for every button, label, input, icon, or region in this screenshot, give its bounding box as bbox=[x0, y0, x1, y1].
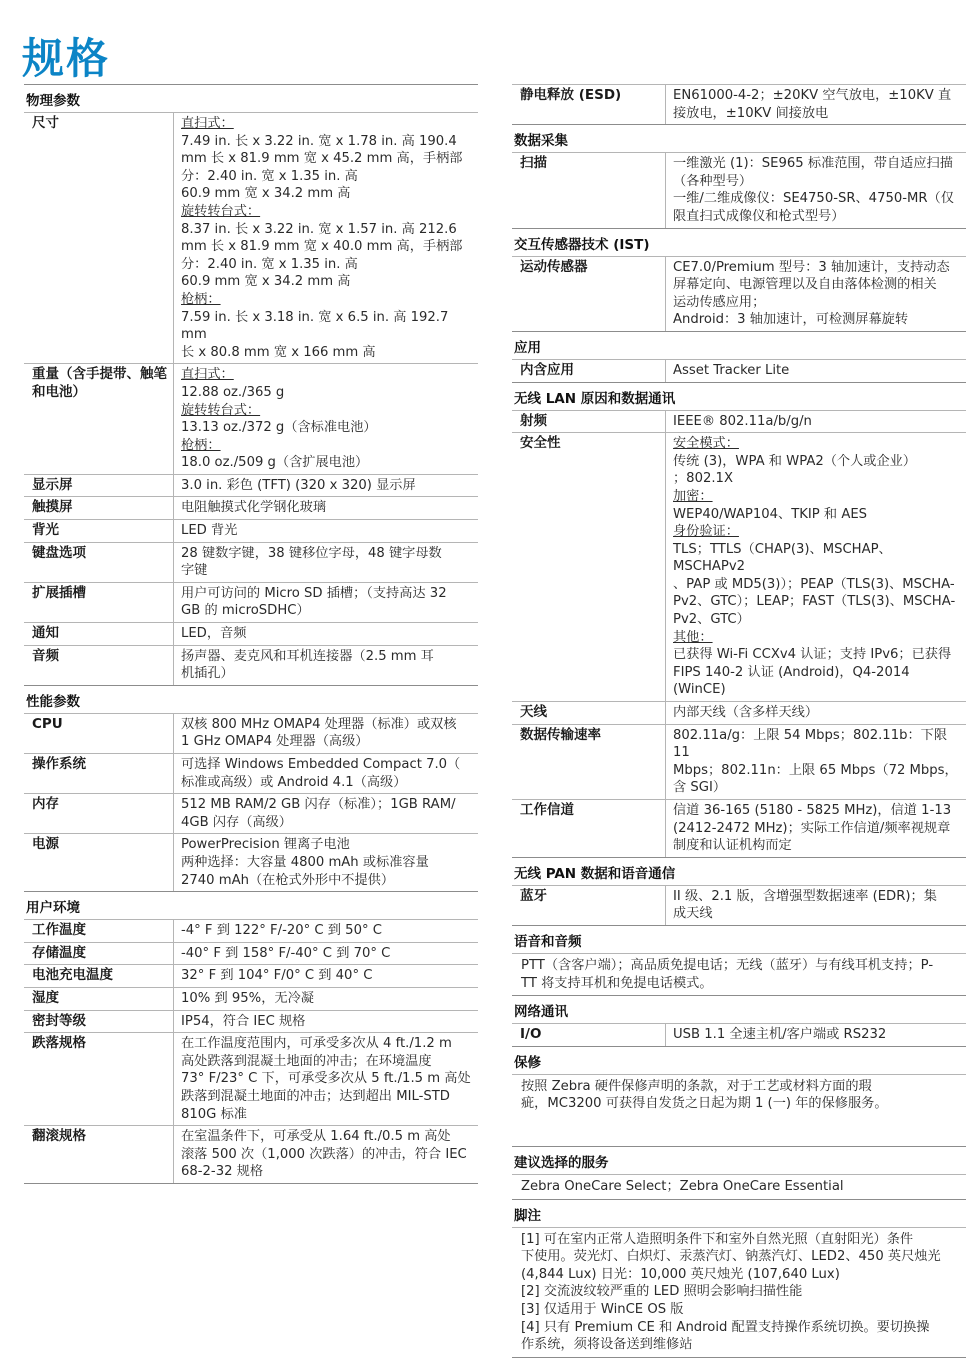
spec-subheading: 旋转转台式： bbox=[181, 402, 261, 418]
section-spacer bbox=[512, 1116, 966, 1146]
spec-row bbox=[512, 256, 966, 331]
spec-row bbox=[24, 496, 478, 519]
section-text bbox=[512, 953, 966, 995]
right-spec-column bbox=[512, 84, 966, 1358]
spec-label: 内含应用 bbox=[512, 360, 666, 382]
spec-row bbox=[24, 645, 478, 685]
spec-value bbox=[174, 754, 478, 793]
spec-value-line: PTT（含客户端）；高品质免提电话；无线（蓝牙）与有线耳机支持；P- bbox=[521, 957, 934, 973]
spec-value bbox=[174, 1126, 478, 1183]
spec-subheading: 身份验证： bbox=[673, 524, 739, 540]
spec-label: 扩展插槽 bbox=[24, 583, 174, 622]
spec-label: 蓝牙 bbox=[512, 886, 666, 925]
spec-value-line: Pv2、GTC）；LEAP；FAST（TLS(3)、MSCHA- bbox=[673, 594, 956, 610]
spec-label: 尺寸 bbox=[24, 113, 174, 363]
spec-row bbox=[512, 701, 966, 724]
spec-value bbox=[174, 497, 478, 519]
spec-subheading: 直扫式： bbox=[181, 367, 234, 383]
spec-value-line: 接放电，±10KV 间接放电 bbox=[673, 105, 829, 121]
spec-subheading: 枪柄： bbox=[181, 437, 221, 453]
spec-value-line: Android：3 轴加速计，可检测屏幕旋转 bbox=[673, 312, 909, 328]
spec-value bbox=[666, 153, 966, 227]
spec-row bbox=[24, 964, 478, 987]
section-heading: 网络通讯 bbox=[512, 995, 966, 1023]
spec-subheading: 加密： bbox=[673, 488, 713, 504]
spec-row bbox=[24, 622, 478, 645]
spec-value-line: 3.0 in. 彩色 (TFT) (320 x 320) 显示屏 bbox=[181, 477, 416, 493]
spec-value-line: II 级、2.1 版，含增强型数据速率 (EDR)；集 bbox=[673, 888, 937, 904]
spec-value-line: 18.0 oz./509 g（含扩展电池） bbox=[181, 455, 369, 471]
spec-value bbox=[174, 943, 478, 965]
spec-label: 内存 bbox=[24, 794, 174, 833]
spec-value-line: 已获得 Wi-Fi CCXv4 认证；支持 IPv6；已获得 bbox=[673, 647, 952, 663]
spec-value-line: 12.88 oz./365 g bbox=[181, 384, 285, 400]
spec-value-line: 成天线 bbox=[673, 906, 713, 922]
spec-label: 天线 bbox=[512, 702, 666, 724]
spec-label: 静电释放 (ESD) bbox=[512, 85, 666, 124]
spec-value-line: 疵，MC3200 可获得自发货之日起为期 1 (一) 年的保修服务。 bbox=[521, 1096, 888, 1112]
spec-label: 安全性 bbox=[512, 433, 666, 701]
spec-value bbox=[174, 714, 478, 753]
spec-value-line: FIPS 140-2 认证 (Android)，Q4-2014 (WinCE) bbox=[673, 664, 910, 698]
section-heading: 语音和音频 bbox=[512, 925, 966, 953]
spec-value bbox=[666, 702, 966, 724]
section-heading: 物理参数 bbox=[24, 84, 478, 112]
spec-value-line: 跌落到混凝土地面的冲击；达到超出 MIL-STD bbox=[181, 1088, 450, 1104]
spec-value-line: Pv2、GTC） bbox=[673, 612, 750, 628]
spec-value bbox=[666, 886, 966, 925]
spec-value-line: 28 键数字键，38 键移位字母，48 键字母数 bbox=[181, 545, 442, 561]
section-heading: 数据采集 bbox=[512, 124, 966, 152]
spec-value-line: 双核 800 MHz OMAP4 处理器（标准）或双核 bbox=[181, 716, 457, 732]
spec-value-line: (2412-2472 MHz)；实际工作信道/频率视规章 bbox=[673, 820, 951, 836]
spec-row bbox=[512, 724, 966, 799]
spec-value bbox=[666, 725, 966, 799]
spec-value-line: 68-2-32 规格 bbox=[181, 1164, 264, 1180]
spec-value-line: 限直扫式成像仪和枪式型号） bbox=[673, 208, 845, 224]
spec-value-line: 73° F/23° C 下，可承受多次从 5 ft./1.5 m 高处 bbox=[181, 1071, 471, 1087]
spec-row bbox=[24, 542, 478, 582]
spec-value-line: CE7.0/Premium 型号：3 轴加速计，支持动态 bbox=[673, 259, 950, 275]
spec-value bbox=[174, 364, 478, 474]
spec-value-line: 作系统，须将设备送到维修站 bbox=[521, 1337, 693, 1353]
spec-value bbox=[666, 360, 966, 382]
spec-value-line: Mbps；802.11n：上限 65 Mbps（72 Mbps， bbox=[673, 762, 958, 778]
spec-value-line: USB 1.1 全速主机/客户端或 RS232 bbox=[673, 1027, 887, 1043]
section-heading: 脚注 bbox=[512, 1199, 966, 1227]
spec-value-line: [2] 交流波纹较严重的 LED 照明会影响扫描性能 bbox=[521, 1284, 803, 1300]
section-text bbox=[512, 1174, 966, 1199]
spec-value-line: IP54，符合 IEC 规格 bbox=[181, 1013, 306, 1029]
spec-row bbox=[24, 753, 478, 793]
spec-label: 数据传输速率 bbox=[512, 725, 666, 799]
spec-value-line: 32° F 到 104° F/0° C 到 40° C bbox=[181, 968, 373, 984]
spec-value-line: 在工作温度范围内，可承受多次从 4 ft./1.2 m bbox=[181, 1036, 452, 1052]
section-heading: 建议选择的服务 bbox=[512, 1146, 966, 1174]
spec-subheading: 旋转转台式： bbox=[181, 203, 261, 219]
spec-value-line: 810G 标准 bbox=[181, 1106, 247, 1122]
spec-row bbox=[24, 519, 478, 542]
spec-row bbox=[512, 359, 966, 382]
spec-label: 触摸屏 bbox=[24, 497, 174, 519]
spec-label: 密封等级 bbox=[24, 1011, 174, 1033]
spec-value-line: 制度和认证机构而定 bbox=[673, 838, 792, 854]
spec-value-line: 7.59 in. 长 x 3.18 in. 宽 x 6.5 in. 高 192.7 mm bbox=[181, 309, 449, 343]
spec-value-line: 两种选择：大容量 4800 mAh 或标准容量 bbox=[181, 854, 429, 870]
spec-row bbox=[512, 799, 966, 857]
spec-value-line: -4° F 到 122° F/-20° C 到 50° C bbox=[181, 923, 382, 939]
spec-label: 湿度 bbox=[24, 988, 174, 1010]
spec-value-line: 分：2.40 in. 宽 x 1.35 in. 高 bbox=[181, 168, 358, 184]
spec-value bbox=[666, 1024, 966, 1046]
spec-value-line: 用户可访问的 Micro SD 插槽；（支持高达 32 bbox=[181, 585, 447, 601]
spec-value-line: 屏幕定向、电源管理以及自由落体检测的相关 bbox=[673, 277, 937, 293]
spec-value bbox=[174, 543, 478, 582]
spec-label: 运动传感器 bbox=[512, 257, 666, 331]
section-text bbox=[512, 1074, 966, 1116]
spec-value-line: 扬声器、麦克风和耳机连接器（2.5 mm 耳 bbox=[181, 648, 434, 664]
spec-row bbox=[24, 1125, 478, 1183]
spec-value-line: 电阻触摸式化学钢化玻璃 bbox=[181, 500, 327, 516]
section-heading: 无线 LAN 原因和数据通讯 bbox=[512, 382, 966, 410]
spec-value-line: Zebra OneCare Select；Zebra OneCare Essential bbox=[521, 1178, 844, 1194]
spec-value bbox=[174, 623, 478, 645]
spec-value-line: 长 x 80.8 mm 宽 x 166 mm 高 bbox=[181, 344, 376, 360]
spec-value-line: 13.13 oz./372 g（含标准电池） bbox=[181, 420, 377, 436]
spec-value-line: 含 SGI） bbox=[673, 780, 727, 796]
spec-value bbox=[174, 794, 478, 833]
spec-value-line: Asset Tracker Lite bbox=[673, 362, 790, 378]
spec-subheading: 枪柄： bbox=[181, 291, 221, 307]
spec-value-line: 802.11a/g：上限 54 Mbps；802.11b：下限 11 bbox=[673, 727, 948, 761]
spec-label: CPU bbox=[24, 714, 174, 753]
spec-row bbox=[512, 152, 966, 227]
spec-value-line: 信道 36-165 (5180 - 5825 MHz)，信道 1-13 bbox=[673, 803, 952, 818]
spec-value-line: 1 GHz OMAP4 处理器（高级） bbox=[181, 734, 369, 750]
spec-row bbox=[512, 432, 966, 701]
spec-value-line: 可选择 Windows Embedded Compact 7.0（ bbox=[181, 757, 461, 772]
spec-value bbox=[666, 433, 966, 701]
spec-value-line: (4,844 Lux) 日光：10,000 英尺烛光 (107,640 Lux) bbox=[521, 1266, 840, 1282]
left-spec-column bbox=[24, 84, 478, 1184]
spec-row bbox=[512, 885, 966, 925]
spec-label: 键盘选项 bbox=[24, 543, 174, 582]
column-bottom-rule bbox=[24, 1183, 478, 1184]
spec-value-line: 一维激光 (1)：SE965 标准范围，带自适应扫描 bbox=[673, 156, 953, 172]
spec-value-line: mm 长 x 81.9 mm 宽 x 40.0 mm 高，手柄部 bbox=[181, 239, 463, 255]
spec-value-line: 字键 bbox=[181, 563, 208, 579]
spec-value-line: TLS；TTLS（CHAP(3)、MSCHAP、MSCHAPv2 bbox=[673, 541, 892, 575]
spec-row bbox=[24, 1010, 478, 1033]
spec-label: 背光 bbox=[24, 520, 174, 542]
spec-label: 重量（含手提带、触笔和电池） bbox=[24, 364, 174, 474]
spec-value bbox=[174, 965, 478, 987]
spec-value-line: [1] 可在室内正常人造照明条件下和室外自然光照（直射阳光）条件 bbox=[521, 1231, 914, 1247]
spec-value-line: TT 将支持耳机和免提电话模式。 bbox=[521, 975, 713, 991]
spec-value-line: 高处跌落到混凝土地面的冲击；在环境温度 bbox=[181, 1053, 432, 1069]
spec-value-line: 10% 到 95%，无冷凝 bbox=[181, 990, 314, 1006]
spec-row bbox=[512, 410, 966, 433]
section-heading: 性能参数 bbox=[24, 685, 478, 713]
spec-value-line: IEEE® 802.11a/b/g/n bbox=[673, 413, 812, 429]
spec-value bbox=[174, 113, 478, 363]
spec-row bbox=[24, 793, 478, 833]
spec-value bbox=[174, 1033, 478, 1125]
spec-subheading: 其他： bbox=[673, 629, 713, 645]
spec-value bbox=[174, 1011, 478, 1033]
spec-value bbox=[174, 920, 478, 942]
spec-value bbox=[666, 800, 966, 857]
section-heading: 用户环境 bbox=[24, 891, 478, 919]
section-heading: 应用 bbox=[512, 331, 966, 359]
spec-value-line: 按照 Zebra 硬件保修声明的条款，对于工艺或材料方面的瑕 bbox=[521, 1078, 872, 1094]
section-text bbox=[512, 1227, 966, 1357]
spec-value bbox=[174, 834, 478, 891]
spec-value-line: -40° F 到 158° F/-40° C 到 70° C bbox=[181, 945, 391, 961]
spec-label: 工作温度 bbox=[24, 920, 174, 942]
page-title: 规格 bbox=[22, 34, 111, 83]
spec-label: 翻滚规格 bbox=[24, 1126, 174, 1183]
spec-label: 射频 bbox=[512, 411, 666, 433]
spec-label: I/O bbox=[512, 1024, 666, 1046]
spec-label: 显示屏 bbox=[24, 475, 174, 497]
section-heading: 保修 bbox=[512, 1046, 966, 1074]
spec-label: 存储温度 bbox=[24, 943, 174, 965]
spec-row bbox=[24, 474, 478, 497]
spec-value bbox=[174, 988, 478, 1010]
spec-value-line: [4] 只有 Premium CE 和 Android 配置支持操作系统切换。要切换操 bbox=[521, 1319, 930, 1335]
spec-value-line: 2740 mAh（在枪式外形中不提供） bbox=[181, 872, 395, 888]
spec-label: 跌落规格 bbox=[24, 1033, 174, 1125]
spec-value-line: 运动传感应用； bbox=[673, 294, 766, 310]
spec-value-line: ；802.1X bbox=[673, 471, 733, 487]
spec-row bbox=[24, 919, 478, 942]
spec-value-line: 机插孔） bbox=[181, 666, 234, 682]
spec-value-line: WEP40/WAP104、TKIP 和 AES bbox=[673, 506, 868, 522]
spec-value-line: mm 长 x 81.9 mm 宽 x 45.2 mm 高，手柄部 bbox=[181, 151, 463, 167]
spec-value-line: 滚落 500 次（1,000 次跌落）的冲击，符合 IEC bbox=[181, 1146, 467, 1162]
spec-row bbox=[24, 942, 478, 965]
spec-subheading: 安全模式： bbox=[673, 436, 739, 452]
spec-value-line: 在室温条件下，可承受从 1.64 ft./0.5 m 高处 bbox=[181, 1129, 451, 1145]
spec-row bbox=[24, 1032, 478, 1125]
spec-value bbox=[666, 411, 966, 433]
spec-row bbox=[24, 833, 478, 891]
spec-value-line: GB 的 microSDHC） bbox=[181, 603, 310, 619]
spec-row bbox=[24, 713, 478, 753]
spec-value bbox=[174, 646, 478, 685]
spec-subheading: 直扫式： bbox=[181, 116, 234, 131]
spec-row bbox=[24, 582, 478, 622]
spec-value-line: 512 MB RAM/2 GB 闪存（标准）；1GB RAM/ bbox=[181, 797, 456, 813]
spec-row bbox=[24, 112, 478, 363]
spec-row bbox=[24, 363, 478, 474]
spec-label: 工作信道 bbox=[512, 800, 666, 857]
spec-value-line: （各种型号） bbox=[673, 173, 753, 189]
section-heading: 交互传感器技术 (IST) bbox=[512, 228, 966, 256]
spec-value-line: [3] 仅适用于 WinCE OS 版 bbox=[521, 1301, 684, 1317]
spec-value-line: EN61000-4-2；±20KV 空气放电，±10KV 直 bbox=[673, 88, 952, 103]
spec-value-line: 传统 (3)，WPA 和 WPA2（个人或企业） bbox=[673, 453, 917, 469]
spec-value-line: 分：2.40 in. 宽 x 1.35 in. 高 bbox=[181, 256, 358, 272]
spec-value bbox=[666, 85, 966, 124]
spec-label: 电源 bbox=[24, 834, 174, 891]
spec-value-line: LED 背光 bbox=[181, 523, 238, 539]
spec-value-line: LED，音频 bbox=[181, 626, 247, 642]
spec-row bbox=[512, 84, 966, 124]
spec-value-line: 内部天线（含多样天线） bbox=[673, 705, 819, 721]
spec-value bbox=[174, 475, 478, 497]
spec-value-line: 下使用。荧光灯、白炽灯、汞蒸汽灯、钠蒸汽灯、LED2、450 英尺烛光 bbox=[521, 1249, 941, 1265]
spec-value-line: 一维/二维成像仪：SE4750-SR、4750-MR（仅 bbox=[673, 191, 954, 207]
spec-label: 音频 bbox=[24, 646, 174, 685]
spec-value-line: 7.49 in. 长 x 3.22 in. 宽 x 1.78 in. 高 190.4 bbox=[181, 133, 457, 149]
spec-label: 扫描 bbox=[512, 153, 666, 227]
spec-value-line: PowerPrecision 锂离子电池 bbox=[181, 837, 350, 853]
spec-value bbox=[666, 257, 966, 331]
spec-value-line: 、PAP 或 MD5(3)）；PEAP（TLS(3)、MSCHA- bbox=[673, 576, 955, 592]
spec-value bbox=[174, 583, 478, 622]
spec-label: 电池充电温度 bbox=[24, 965, 174, 987]
spec-row bbox=[512, 1023, 966, 1046]
spec-value-line: 60.9 mm 宽 x 34.2 mm 高 bbox=[181, 186, 351, 202]
section-heading: 无线 PAN 数据和语音通信 bbox=[512, 857, 966, 885]
spec-value-line: 60.9 mm 宽 x 34.2 mm 高 bbox=[181, 274, 351, 290]
spec-value-line: 8.37 in. 长 x 3.22 in. 宽 x 1.57 in. 高 212.6 bbox=[181, 221, 457, 237]
spec-label: 通知 bbox=[24, 623, 174, 645]
spec-value bbox=[174, 520, 478, 542]
spec-value-line: 4GB 闪存（高级） bbox=[181, 814, 292, 830]
spec-label: 操作系统 bbox=[24, 754, 174, 793]
spec-value-line: 标准或高级）或 Android 4.1（高级） bbox=[181, 774, 407, 790]
spec-row bbox=[24, 987, 478, 1010]
